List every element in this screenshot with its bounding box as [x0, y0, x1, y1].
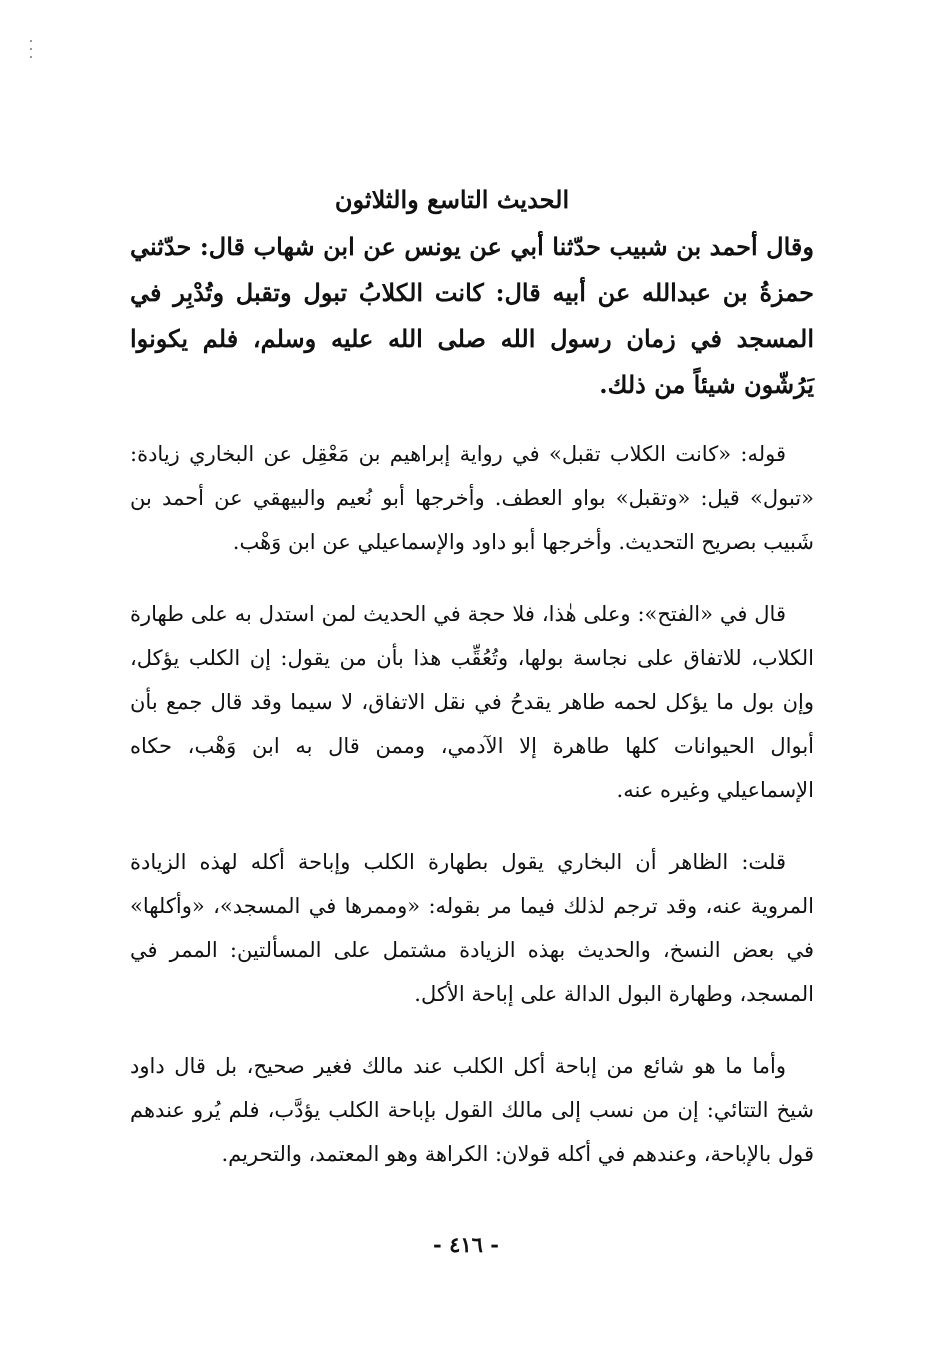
- page-body: [130, 178, 814, 1204]
- hadith-text: وقال أحمد بن شبيب حدّثنا أبي عن يونس عن ابن شهاب قال: حدّثني حمزةُ بن عبدالله عن أبيه قال: كانت الكلابُ تبول وتقبل وتُدْبِر في المسجد في زمان رسول الله صلى الله عليه وسلم، فلم يكونوا يَرُشّون شيئاً من ذلك.: [130, 232, 814, 399]
- scan-marks: [30, 40, 34, 70]
- commentary-paragraph-2: قال في «الفتح»: وعلى هٰذا، فلا حجة في الحديث لمن استدل به على طهارة الكلاب، للاتفاق على نجاسة بولها، وتُعُقِّب هذا بأن من يقول: إن الكلب يؤكل، وإن بول ما يؤكل لحمه طاهر يقدحُ في نقل الاتفاق، لا سيما وقد قال جمع بأن أبوال الحيوانات كلها طاهرة إلا الآدمي، وممن قال به ابن وَهْب، حكاه الإسماعيلي وغيره عنه.: [130, 602, 814, 802]
- commentary-paragraph-3: قلت: الظاهر أن البخاري يقول بطهارة الكلب وإباحة أكله لهذه الزيادة المروية عنه، وقد ترجم لذلك فيما مر بقوله: «وممرها في المسجد»، «وأكلها» في بعض النسخ، والحديث بهذه الزيادة مشتمل على المسألتين: الممر في المسجد، وطهارة البول الدالة على إباحة الأكل.: [130, 850, 814, 1006]
- page-number: - ٤١٦ -: [433, 1232, 499, 1257]
- commentary-paragraph-4: وأما ما هو شائع من إباحة أكل الكلب عند مالك فغير صحيح، بل قال داود شيخ التتائي: إن من نسب إلى مالك القول بإباحة الكلب يؤدَّب، فلم يُرو عندهم قول بالإباحة، وعندهم في أكله قولان: الكراهة وهو المعتمد، والتحريم.: [130, 1054, 814, 1166]
- commentary-paragraph-1: قوله: «كانت الكلاب تقبل» في رواية إبراهيم بن مَعْقِل عن البخاري زيادة: «تبول» قيل: «وتقبل» بواو العطف. وأخرجها أبو نُعيم والبيهقي عن أحمد بن شَبيب بصريح التحديث. وأخرجها أبو داود والإسماعيلي عن ابن وَهْب.: [130, 442, 814, 554]
- hadith-title: الحديث التاسع والثلاثون: [334, 185, 570, 214]
